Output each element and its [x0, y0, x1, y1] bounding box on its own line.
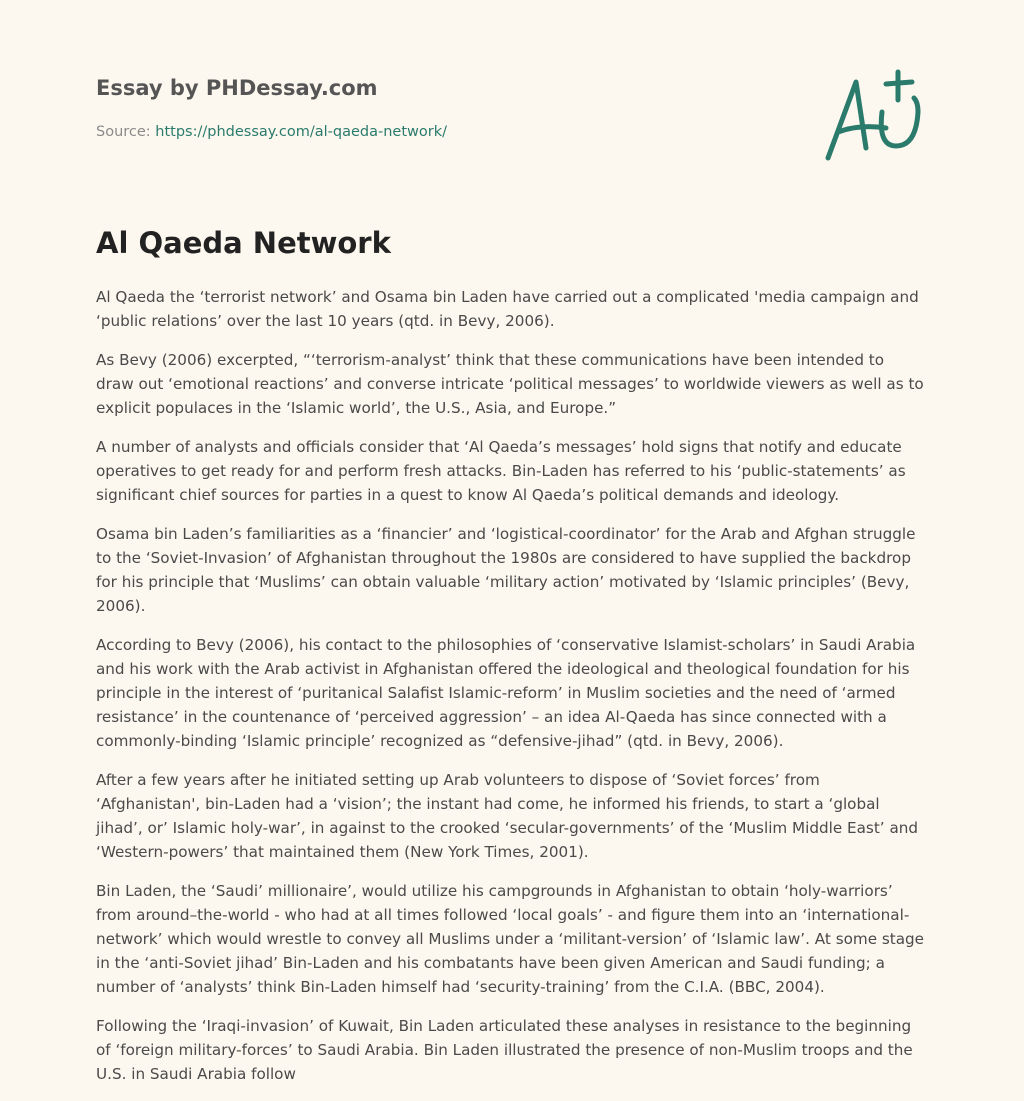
- paragraph: A number of analysts and officials consider that ‘Al Qaeda’s messages’ hold signs that notify and educate operatives to get ready for and perform fresh attacks. Bin-Laden has referred to his ‘public-statements’ as significant chief sources for parties in a quest to know Al Qaeda’s political demands and ideology.: [96, 438, 906, 504]
- source-link[interactable]: https://phdessay.com/al-qaeda-network/: [155, 124, 448, 140]
- a-plus-logo-icon: [820, 66, 930, 166]
- source-line: [96, 124, 447, 140]
- paragraph: As Bevy (2006) excerpted, “‘terrorism-analyst’ think that these communications have been intended to draw out ‘emotional reactions’ and converse intricate ‘political messages’ to worldwide viewers as well as to explicit populaces in the ‘Islamic world’, the U.S., Asia, and Europe.”: [96, 351, 924, 417]
- paragraph: Osama bin Laden’s familiarities as a ‘financier’ and ‘logistical-coordinator’ for the Arab and Afghan struggle to the ‘Soviet-Invasion’ of Afghanistan throughout the 1980s are considered to have supplied the backdrop for his principle that ‘Muslims’ can obtain valuable ‘military action’ motivated by ‘Islamic principles’ (Bevy, 2006).: [96, 525, 916, 615]
- paragraph: Al Qaeda the ‘terrorist network’ and Osama bin Laden have carried out a complicated 'media campaign and ‘public relations’ over the last 10 years (qtd. in Bevy, 2006).: [96, 288, 919, 330]
- essay-body: [96, 285, 926, 1101]
- source-label: Source:: [96, 124, 151, 140]
- paragraph: Bin Laden, the ‘Saudi’ millionaire’, would utilize his campgrounds in Afghanistan to obtain ‘holy-warriors’ from around–the-world - who had at all times followed ‘local goals’ - and figure them into an ‘international-network’ which would wrestle to convey all Muslims under a ‘militant-version’ of ‘Islamic law’. At some stage in the ‘anti-Soviet jihad’ Bin-Laden and his combatants have been given American and Saudi funding; a number of ‘analysts’ think Bin-Laden himself had ‘security-training’ from the C.I.A. (BBC, 2004).: [96, 882, 925, 996]
- site-brand: Essay by PHDessay.com: [96, 76, 378, 100]
- paragraph: Following the ‘Iraqi-invasion’ of Kuwait, Bin Laden articulated these analyses in resistance to the beginning of ‘foreign military-forces’ to Saudi Arabia. Bin Laden illustrated the presence of non-Muslim troops and the U.S. in Saudi Arabia follow: [96, 1017, 913, 1083]
- paragraph: According to Bevy (2006), his contact to the philosophies of ‘conservative Islamist-scholars’ in Saudi Arabia and his work with the Arab activist in Afghanistan offered the ideological and theological foundation for his principle in the interest of ‘puritanical Salafist Islamic-reform’ in Muslim societies and the need of ‘armed resistance’ in the countenance of ‘perceived aggression’ – an idea Al-Qaeda has since connected with a commonly-binding ‘Islamic principle’ recognized as “defensive-jihad” (qtd. in Bevy, 2006).: [96, 636, 916, 750]
- paragraph: After a few years after he initiated setting up Arab volunteers to dispose of ‘Soviet forces’ from ‘Afghanistan', bin-Laden had a ‘vision’; the instant had come, he informed his friends, to start a ‘global jihad’, or’ Islamic holy-war’, in against to the crooked ‘secular-governments’ of the ‘Muslim Middle East’ and ‘Western-powers’ that maintained them (New York Times, 2001).: [96, 771, 919, 861]
- essay-title: Al Qaeda Network: [96, 226, 391, 260]
